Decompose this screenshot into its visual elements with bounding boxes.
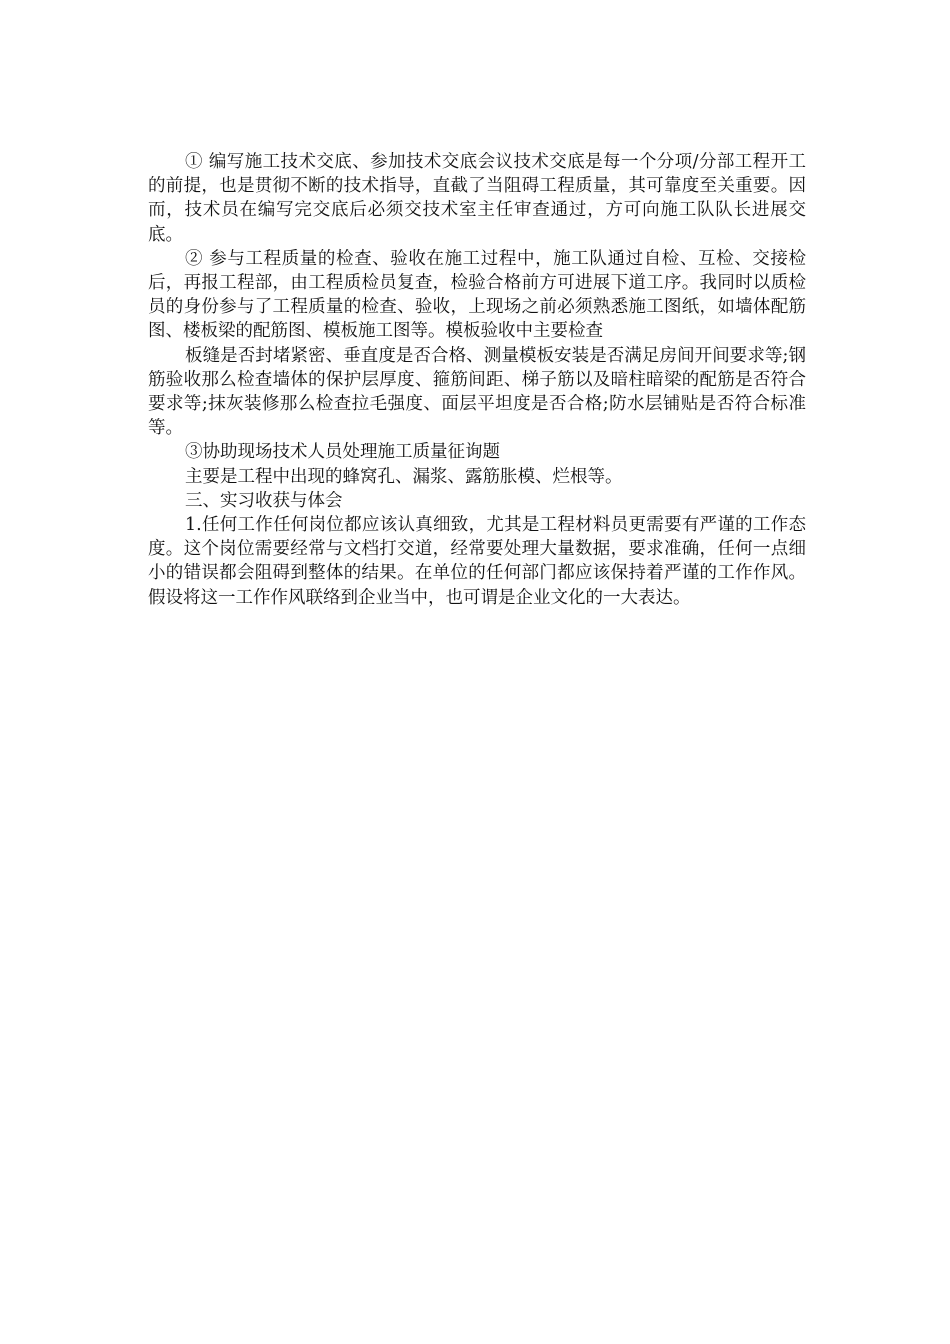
paragraph-technical-briefing: ① 编写施工技术交底、参加技术交底会议技术交底是每一个分项/分部工程开工的前提，也是贯彻不断的技术指导，直截了当阻碍工程质量，其可靠度至关重要。因而，技术员在编写完交底后必须交技术室主任审查通过，方可向施工队队长进展交底。 <box>148 152 806 245</box>
document-body <box>148 150 806 610</box>
paragraph-assist-technicians: ③协助现场技术人员处理施工质量征询题 <box>185 442 500 463</box>
section-heading-internship-gains: 三、实习收获与体会 <box>185 490 343 511</box>
paragraph-inspection-details: 板缝是否封堵紧密、垂直度是否合格、测量模板安装是否满足房间开间要求等;钢筋验收那么检查墙体的保护层厚度、箍筋间距、梯子筋以及暗柱暗梁的配筋是否符合要求等;抹灰装修那么检查拉毛强度、面层平坦度是否合格;防水层铺贴是否符合标准等。 <box>148 345 806 439</box>
paragraph-quality-inspection: ② 参与工程质量的检查、验收在施工过程中，施工队通过自检、互检、交接检后，再报工程部，由工程质检员复查，检验合格前方可进展下道工序。我同时以质检员的身份参与了工程质量的检查、验收，上现场之前必须熟悉施工图纸，如墙体配筋图、楼板梁的配筋图、模板施工图等。模板验收中主要检查 <box>148 248 806 342</box>
paragraph-common-defects: 主要是工程中出现的蜂窝孔、漏浆、露筋胀模、烂根等。 <box>185 466 623 487</box>
paragraph-work-attitude: 1.任何工作任何岗位都应该认真细致，尤其是工程材料员更需要有严谨的工作态度。这个岗位需要经常与文档打交道，经常要处理大量数据，要求准确，任何一点细小的错误都会阻碍到整体的结果。在单位的任何部门都应该保持着严谨的工作作风。假设将这一工作作风联络到企业当中，也可谓是企业文化的一大表达。 <box>148 515 806 608</box>
